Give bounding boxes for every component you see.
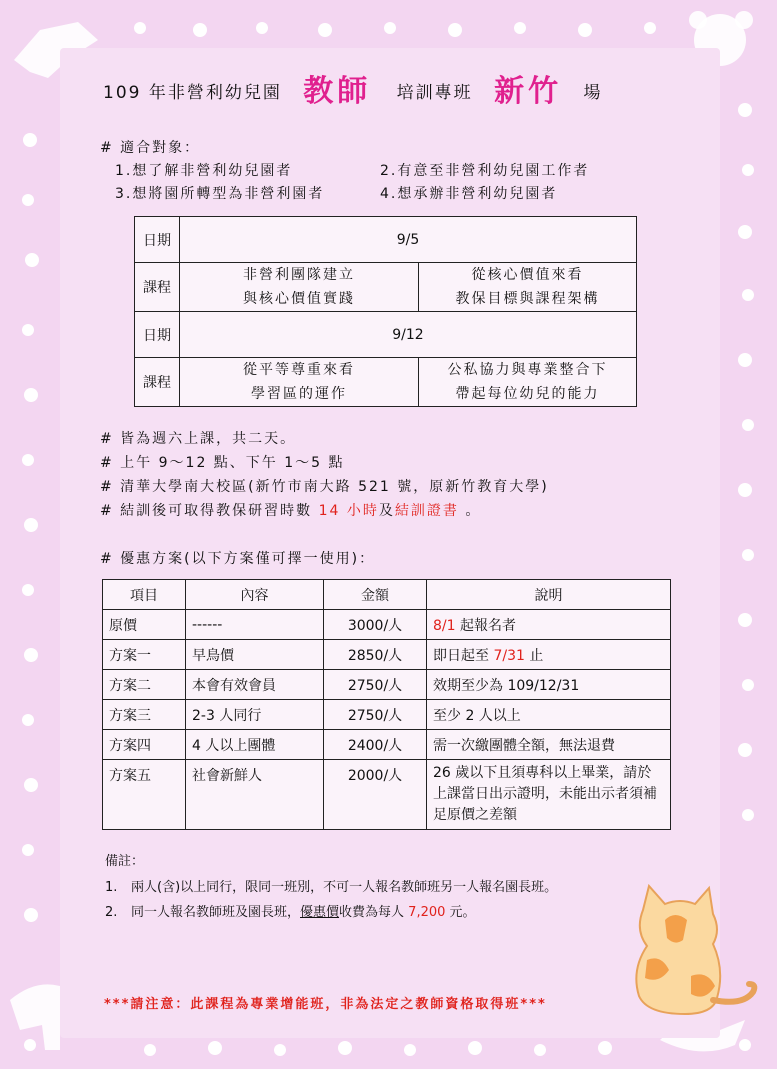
note-item-2: [105, 901, 476, 920]
discount-table: [102, 579, 671, 830]
cell-desc: 需一次繳團體全額，無法退費: [427, 730, 671, 760]
cell-content: 早鳥價: [186, 640, 324, 670]
note-number: 1.: [105, 880, 118, 895]
date-value: 9/5: [180, 217, 637, 263]
course-cell: [180, 263, 419, 312]
info-cert-highlight: 結訓證書: [394, 503, 459, 519]
audience-heading: # 適合對象：: [100, 140, 201, 156]
cat-illustration-icon: [625, 880, 760, 1020]
course-line: 非營利團隊建立: [243, 267, 355, 283]
info-text: # 結訓後可取得教保研習時數: [100, 503, 319, 519]
cell-desc: [427, 640, 671, 670]
date-label: 日期: [135, 312, 180, 358]
cell-content: ------: [186, 610, 324, 640]
note-text: 收費為每人: [339, 905, 409, 920]
cell-item: 方案一: [103, 640, 186, 670]
title-highlight-hsinchu: 新竹: [494, 74, 563, 109]
audience-item-2: 2.有意至非營利幼兒園工作者: [380, 163, 590, 179]
cell-price: 2000/人: [324, 760, 427, 830]
warning-text: ***請注意：此課程為專業增能班，非為法定之教師資格取得班***: [104, 997, 547, 1012]
desc-date-highlight: 8/1: [433, 617, 456, 634]
cell-price: 2750/人: [324, 670, 427, 700]
note-text: 同一人報名教師班及園長班，: [131, 905, 301, 920]
cell-content: 社會新鮮人: [186, 760, 324, 830]
cell-desc: [427, 610, 671, 640]
note-text: 元。: [445, 905, 476, 920]
cell-item: 方案四: [103, 730, 186, 760]
table-row: [103, 670, 671, 700]
course-cell: [419, 358, 637, 407]
course-line: 與核心價值實踐: [243, 291, 355, 307]
table-row: [135, 358, 637, 407]
course-line: 學習區的運作: [251, 386, 347, 402]
note-item-1: [105, 876, 557, 895]
col-header: 項目: [103, 580, 186, 610]
cell-content: 本會有效會員: [186, 670, 324, 700]
info-line-location: # 清華大學南大校區(新竹市南大路 521 號，原新竹教育大學): [100, 479, 549, 495]
cell-desc: 效期至少為 109/12/31: [427, 670, 671, 700]
audience-item-4: 4.想承辦非營利幼兒園者: [380, 186, 558, 202]
cell-price: 2750/人: [324, 700, 427, 730]
audience-item-3: 3.想將園所轉型為非營利園者: [115, 186, 325, 202]
cell-content: 4 人以上團體: [186, 730, 324, 760]
note-number: 2.: [105, 905, 118, 920]
discount-heading: # 優惠方案(以下方案僅可擇一使用)：: [100, 551, 376, 567]
note-text: 兩人(含)以上同行，限同一班別，不可一人報名教師班另一人報名園長班。: [131, 880, 558, 895]
table-header-row: [103, 580, 671, 610]
cell-desc: 26 歲以下且須專科以上畢業，請於上課當日出示證明，未能出示者須補足原價之差額: [427, 760, 671, 830]
course-line: 公私協力與專業整合下: [447, 362, 608, 378]
course-label: 課程: [135, 263, 180, 312]
date-value: 9/12: [180, 312, 637, 358]
course-label: 課程: [135, 358, 180, 407]
note-price-highlight: 7,200: [408, 905, 446, 920]
table-row: [135, 312, 637, 358]
course-line: 教保目標與課程架構: [455, 291, 600, 307]
info-text: 及: [378, 503, 395, 519]
table-row: [103, 760, 671, 830]
info-hours-highlight: 14 小時: [318, 503, 379, 519]
cell-desc: 至少 2 人以上: [427, 700, 671, 730]
course-line: 從核心價值來看: [471, 267, 584, 283]
col-header: 說明: [427, 580, 671, 610]
desc-text: 起報名者: [455, 617, 516, 634]
cell-price: 2850/人: [324, 640, 427, 670]
table-row: [103, 730, 671, 760]
cell-content: 2-3 人同行: [186, 700, 324, 730]
desc-text: 即日起至: [433, 647, 494, 664]
info-text: 。: [458, 503, 482, 519]
course-cell: [419, 263, 637, 312]
table-row: [103, 610, 671, 640]
cell-item: 方案二: [103, 670, 186, 700]
table-row: [135, 263, 637, 312]
title-suffix: 場: [583, 83, 603, 103]
course-cell: [180, 358, 419, 407]
course-line: 帶起每位幼兒的能力: [455, 386, 600, 402]
course-line: 從平等尊重來看: [243, 362, 355, 378]
cell-item: 原價: [103, 610, 186, 640]
cell-item: 方案五: [103, 760, 186, 830]
info-line-hours: # 上午 9～12 點、下午 1～5 點: [100, 455, 345, 471]
title-highlight-teacher: 教師: [303, 74, 372, 109]
page-title: [103, 66, 723, 110]
cell-price: 2400/人: [324, 730, 427, 760]
title-prefix: 109 年非營利幼兒園: [103, 83, 282, 103]
table-row: [135, 217, 637, 263]
schedule-table: [134, 216, 637, 407]
cell-price: 3000/人: [324, 610, 427, 640]
note-underlined-text: 優惠價: [300, 905, 340, 920]
audience-item-1: 1.想了解非營利幼兒園者: [115, 163, 293, 179]
notes-heading: 備註：: [105, 854, 145, 869]
table-row: [103, 640, 671, 670]
desc-text: 止: [524, 647, 544, 664]
desc-date-highlight: 7/31: [493, 647, 525, 664]
info-line-days: # 皆為週六上課，共二天。: [100, 431, 297, 447]
col-header: 金額: [324, 580, 427, 610]
cell-item: 方案三: [103, 700, 186, 730]
table-row: [103, 700, 671, 730]
date-label: 日期: [135, 217, 180, 263]
title-middle: 培訓專班: [396, 83, 473, 103]
col-header: 內容: [186, 580, 324, 610]
info-line-certificate: [100, 500, 481, 520]
